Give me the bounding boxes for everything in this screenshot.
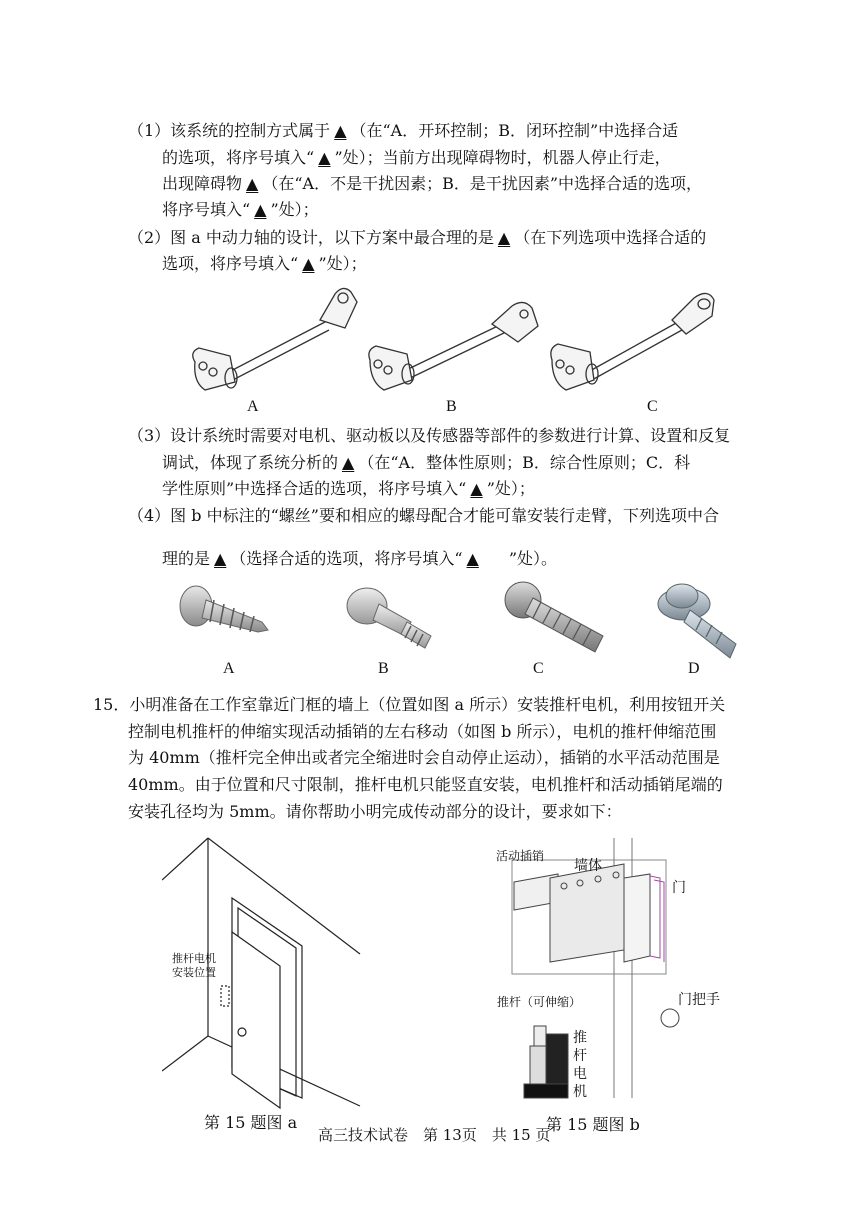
q1-line4: 将序号填入“ ▲ ”处）； [162,200,319,219]
figure-a-caption: 第 15 题图 a [204,1113,298,1132]
figure-b-caption: 第 15 题图 b [546,1115,640,1134]
q3-line1: （3）设计系统时需要对电机、驱动板以及传感器等部件的参数进行计算、设置和反复 [128,426,731,445]
q1-line3: 出现障碍物 ▲ （在“A．不是干扰因素；B．是干扰因素”中选择合适的选项， [162,174,703,193]
shaft-option-c-label: C [647,398,658,415]
q2-line2: 选项，将序号填入“ ▲ ”处）； [162,254,367,273]
q4-line2: 理的是 ▲ （选择合适的选项，将序号填入“ ▲ ”处）。 [162,549,558,568]
answer-blank[interactable]: ▲ [470,479,483,498]
shaft-option-a-drawing [185,282,365,400]
q1-line1: （1）该系统的控制方式属于 ▲ （在“A．开环控制；B．闭环控制”中选择合适 [128,121,679,140]
q1-line2: 的选项，将序号填入“ ▲ ”处）；当前方出现障碍物时，机器人停止行走， [162,148,671,167]
answer-blank[interactable]: ▲ [318,148,331,167]
figure-b-label-rod: 推杆（可伸缩） [497,995,582,1009]
q15-line4: 40mm。由于位置和尺寸限制，推杆电机只能竖直安装，电机推杆和活动插销尾端的 [128,775,723,794]
answer-blank[interactable]: ▲ [466,549,479,568]
figure-b-label-motor-1: 推 [573,1030,587,1046]
q15-line1: 15．小明准备在工作室靠近门框的墙上（位置如图 a 所示）安装推杆电机，利用按钮开关 [93,695,726,714]
figure-b-label-motor-2: 杆 [573,1048,587,1064]
shaft-option-a-label: A [247,398,259,415]
answer-blank[interactable]: ▲ [342,453,355,472]
screw-option-c-photo [495,576,615,660]
q15-line5: 安装孔径均为 5mm。请你帮助小明完成传动部分的设计，要求如下： [128,802,622,821]
answer-blank[interactable]: ▲ [497,228,511,247]
shaft-option-b-drawing [362,294,542,400]
q3-line3: 学性原则”中选择合适的选项，将序号填入“ ▲ ”处）； [162,479,535,498]
screw-option-d-label: D [688,660,700,677]
answer-blank[interactable]: ▲ [302,254,315,273]
screw-option-a-photo [170,582,280,658]
answer-blank[interactable]: ▲ [214,549,227,568]
q15-line2: 控制电机推杆的伸缩实现活动插销的左右移动（如图 b 所示），电机的推杆伸缩范围 [128,722,717,741]
page-footer: 高三技术试卷 第 13页 共 15 页 [318,1126,551,1144]
shaft-option-b-label: B [446,398,457,415]
q15-line3: 为 40mm（推杆完全伸出或者完全缩进时会自动停止运动），插销的水平活动范围是 [128,748,720,767]
screw-option-b-label: B [378,660,389,677]
shaft-option-c-drawing [544,286,724,400]
figure-b-label-handle: 门把手 [678,992,720,1008]
figure-b-label-wall: 墙体 [574,858,602,874]
q3-line2: 调试，体现了系统分析的 ▲ （在“A．整体性原则；B．综合性原则；C．科 [162,453,691,472]
figure-b-label-motor-3: 电 [573,1066,587,1082]
figure-b-label-bolt: 活动插销 [496,849,545,863]
answer-blank[interactable]: ▲ [254,200,267,219]
screw-option-a-label: A [223,660,235,677]
figure-b-label-door: 门 [672,880,686,896]
q4-line1: （4）图 b 中标注的“螺丝”要和相应的螺母配合才能可靠安装行走臂，下列选项中合 [128,506,719,525]
q2-line1: （2）图 a 中动力轴的设计，以下方案中最合理的是 ▲ （在下列选项中选择合适的 [128,228,707,247]
screw-option-c-label: C [533,660,544,677]
answer-blank[interactable]: ▲ [334,121,347,140]
figure-a-label-line2: 安装位置 [172,966,216,979]
figure-b-label-motor-4: 机 [573,1084,587,1100]
screw-option-d-photo [650,574,750,664]
screw-option-b-photo [335,582,445,658]
answer-blank[interactable]: ▲ [246,174,259,193]
figure-a-label-line1: 推杆电机 [172,952,216,965]
figure-b-bolt-drawing [500,838,700,1108]
